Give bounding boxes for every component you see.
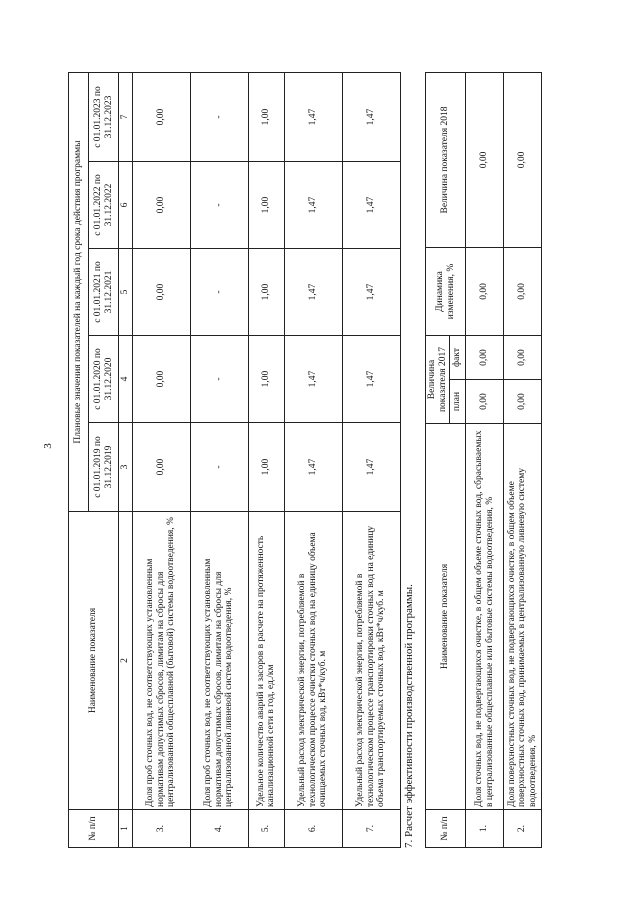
indicator-name: Доля поверхностных сточных вод, не подвергающихся очистке, в общем объеме поверхностных сточных вод, принимаемых в централизованную ливневую систему водоотведения, %	[504, 424, 542, 810]
value-cell: 1,00	[248, 336, 284, 423]
value-cell: 1,00	[248, 162, 284, 249]
indicator-name: Доля проб сточных вод, не соответствующих установленным нормативам допустимых сбросов, лимитам на сбросы для централизованной ливневой систем водоотведения, %	[190, 512, 248, 810]
indicator-name: Удельный расход электрической энергии, потребляемой в технологическом процессе очистки сточных вод на единицу объема очищаемых сточных вод, кВт*ч/куб. м	[284, 512, 342, 810]
value-cell: -	[190, 162, 248, 249]
value-cell: 0,00	[132, 336, 190, 423]
header-period-2021: с 01.01.2021 по 31.12.2021	[89, 249, 119, 336]
header-dynamics: Динамика изменения, %	[426, 247, 466, 335]
value-cell: -	[190, 423, 248, 512]
index-cell: 1	[119, 810, 133, 848]
table-row	[504, 72, 542, 847]
row-num: 7.	[342, 810, 400, 848]
row-num: 1.	[466, 810, 504, 848]
header-period-2022: с 01.01.2022 по 31.12.2022	[89, 162, 119, 249]
fact-cell: 0,00	[466, 335, 504, 379]
value-cell: 0,00	[132, 249, 190, 336]
indicator-name: Удельное количество аварий и засоров в расчете на протяженность канализационной сети в год, ед./км	[248, 512, 284, 810]
row-num: 4.	[190, 810, 248, 848]
value-cell: 1,47	[342, 336, 400, 423]
value-cell: 0,00	[132, 162, 190, 249]
value-cell: 1,47	[284, 423, 342, 512]
indicator-name: Доля проб сточных вод, не соответствующих установленным нормативам допустимых сбросов, лимитам на сбросы для централизованной общесплавной (бытовой) системы водоотведения, %	[132, 512, 190, 810]
indicator-name: Доля сточных вод, не подвергающихся очистке, в общем объеме сточных вод, сбрасываемых в централизованные общесплавные или бытовые системы водоотведения, %	[466, 424, 504, 810]
header-num: № п/п	[426, 810, 466, 848]
value-cell: -	[190, 73, 248, 162]
header-period-2020: с 01.01.2020 по 31.12.2020	[89, 336, 119, 423]
value-cell: 1,47	[342, 423, 400, 512]
value-cell: 1,47	[284, 162, 342, 249]
value-2018-cell: 0,00	[466, 72, 504, 247]
header-indicator-name: Наименование показателя	[69, 512, 119, 810]
row-num: 5.	[248, 810, 284, 848]
table-row	[190, 73, 248, 848]
value-cell: 1,47	[342, 162, 400, 249]
header-period-2019: с 01.01.2019 по 31.12.2019	[89, 423, 119, 512]
rotated-document-content	[60, 58, 560, 848]
table-row	[284, 73, 342, 848]
dynamics-cell: 0,00	[504, 247, 542, 335]
header-period-2023: с 01.01.2023 по 31.12.2023	[89, 73, 119, 162]
header-indicator-name: Наименование показателя	[426, 424, 466, 810]
dynamics-cell: 0,00	[466, 247, 504, 335]
value-cell: 1,47	[342, 73, 400, 162]
indicator-name: Удельный расход электрической энергии, потребляемой в технологическом процессе транспортировки сточных вод на единицу объема транспортируемых сточных вод, кВт*ч/куб. м	[342, 512, 400, 810]
header-value-2018: Величина показателя 2018	[426, 72, 466, 247]
index-cell: 6	[119, 162, 133, 249]
row-num: 6.	[284, 810, 342, 848]
table-row	[342, 73, 400, 848]
value-cell: 1,47	[284, 73, 342, 162]
plan-cell: 0,00	[504, 380, 542, 424]
row-num: 2.	[504, 810, 542, 848]
value-2018-cell: 0,00	[504, 72, 542, 247]
table-row	[466, 72, 504, 847]
value-cell: -	[190, 249, 248, 336]
value-cell: 0,00	[132, 73, 190, 162]
fact-cell: 0,00	[504, 335, 542, 379]
index-cell: 4	[119, 336, 133, 423]
value-cell: 1,47	[284, 336, 342, 423]
index-cell: 5	[119, 249, 133, 336]
index-cell: 3	[119, 423, 133, 512]
efficiency-table	[425, 72, 542, 848]
header-plan: план	[450, 380, 466, 424]
value-cell: 1,47	[342, 249, 400, 336]
header-num: № п/п	[69, 810, 119, 848]
index-cell: 2	[119, 512, 133, 810]
value-cell: 1,47	[284, 249, 342, 336]
table-row	[248, 73, 284, 848]
section-title: 7. Расчет эффективности производственной программы.	[403, 584, 415, 848]
plan-indicators-table	[68, 72, 401, 848]
value-cell: 1,00	[248, 249, 284, 336]
row-num: 3.	[132, 810, 190, 848]
plan-cell: 0,00	[466, 380, 504, 424]
header-value-2017: Величина показателя 2017	[426, 335, 450, 423]
value-cell: 1,00	[248, 73, 284, 162]
value-cell: 1,00	[248, 423, 284, 512]
page-number: 3	[42, 443, 54, 449]
value-cell: -	[190, 336, 248, 423]
table-row	[132, 73, 190, 848]
header-plan-values: Плановые значения показателей на каждый год срока действия программы	[69, 73, 89, 512]
value-cell: 0,00	[132, 423, 190, 512]
header-fact: факт	[450, 335, 466, 379]
index-cell: 7	[119, 73, 133, 162]
column-index-row	[119, 73, 133, 848]
